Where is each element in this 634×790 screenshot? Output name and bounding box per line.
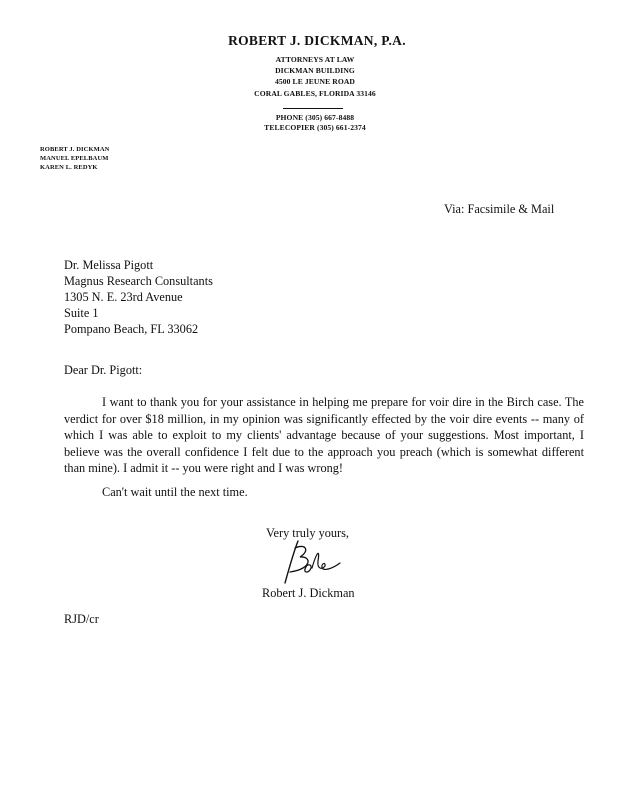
- recipient-name: Dr. Melissa Pigott: [64, 258, 154, 272]
- letterhead-divider: [283, 108, 343, 109]
- recipient-city: Pompano Beach, FL 33062: [64, 322, 199, 336]
- street-line: 4500 LE JEUNE ROAD: [274, 77, 356, 86]
- recipient-address: [64, 257, 213, 337]
- city-state-line: CORAL GABLES, FLORIDA 33146: [254, 89, 376, 98]
- typist-initials: RJD/cr: [64, 612, 99, 626]
- signer-name: Robert J. Dickman: [262, 586, 355, 600]
- partner-list: [40, 145, 109, 172]
- delivery-method: Via: Facsimile & Mail: [444, 202, 555, 216]
- firm-name: ROBERT J. DICKMAN, P.A.: [228, 33, 406, 48]
- recipient-company: Magnus Research Consultants: [64, 274, 213, 288]
- partner-name: KAREN L. REDYK: [40, 164, 98, 171]
- closing-line: Can't wait until the next time.: [102, 485, 248, 499]
- partner-name: MANUEL EPELBAUM: [40, 155, 109, 162]
- building-line: DICKMAN BUILDING: [275, 66, 355, 75]
- recipient-suite: Suite 1: [64, 306, 99, 320]
- salutation: Dear Dr. Pigott:: [64, 363, 143, 377]
- handwritten-signature: [276, 539, 346, 585]
- body-paragraph: I want to thank you for your assistance in helping me prepare for voir dire in the Birch case. The verdict for over $18 million, in my opinion was significantly effected by the voir dire events -- many of which I was able to exploit to my clients' advantage because of your suggestions. Most important, I believe was the overall confidence I felt due to the approach you preach (which is somewhat different than mine). I admit it -- you were right and I was wrong!: [64, 395, 584, 475]
- telecopier-line: TELECOPIER (305) 661-2374: [264, 123, 366, 132]
- practice-line: ATTORNEYS AT LAW: [275, 55, 355, 64]
- recipient-street: 1305 N. E. 23rd Avenue: [64, 290, 183, 304]
- partner-name: ROBERT J. DICKMAN: [40, 146, 110, 153]
- valediction: Very truly yours,: [266, 526, 349, 540]
- phone-line: PHONE (305) 667-8488: [275, 113, 355, 122]
